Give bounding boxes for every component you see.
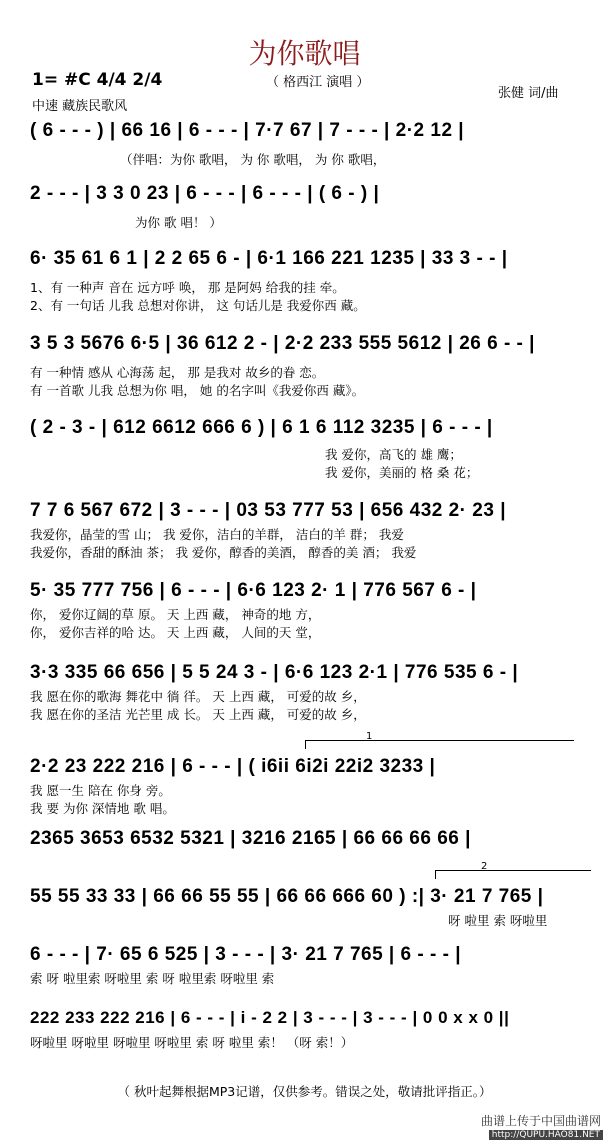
notation-line: 3 5 3 5676 6·5 | 36 612 2 - | 2·2 233 555 5612 | 26 6 - - |: [30, 333, 535, 354]
song-title: 为你歌唱: [248, 37, 361, 70]
score-system: [30, 861, 590, 928]
volta-number: 1: [366, 731, 373, 742]
watermark-text: 曲谱上传于中国曲谱网: [480, 1114, 601, 1128]
volta-number: 2: [481, 861, 488, 872]
key-meter: 1= #C 4/4 2/4: [32, 70, 163, 90]
notation-line: 2365 3653 6532 5321 | 3216 2165 | 66 66 66 66 |: [30, 828, 471, 849]
notation-line: ( 6 - - - ) | 66 16 | 6 - - - | 7·7 67 | 7 - - - | 2·2 12 |: [30, 120, 465, 141]
performer: （ 格西江 演唱 ）: [266, 75, 370, 90]
score-system: [30, 417, 590, 480]
lyric-line: 我 愿在你的圣洁 光芒里 成 长。 天 上西 藏， 可爱的故 乡，: [30, 707, 366, 722]
notation-line: 3·3 335 66 656 | 5 5 24 3 - | 6·6 123 2·1 | 776 535 6 - |: [30, 662, 519, 683]
lyric-line: 我 爱你，美丽的 格 桑 花；: [325, 465, 479, 480]
lyric-line: 我 愿一生 陪在 你身 旁。: [30, 783, 171, 798]
composer: 张健 词/曲: [498, 86, 559, 101]
lyric-line: 我爱你，香甜的酥油 茶； 我 爱你，醇香的美酒， 醇香的美 酒； 我爱: [30, 545, 417, 560]
score-system: [30, 183, 590, 230]
tempo-style: 中速 藏族民歌风: [32, 99, 128, 114]
lyric-line: 为你 歌 唱！ ）: [135, 215, 222, 230]
lyric-line: 有 一首歌 儿我 总想为你 唱， 她 的名字叫《我爱你西 藏》。: [30, 383, 365, 398]
lyric-line: 索 呀 啦里索 呀啦里 索 呀 啦里索 呀啦里 索: [30, 971, 275, 986]
footer-note: （ 秋叶起舞根据MP3记谱，仅供参考。错误之处，敬请批评指正。）: [117, 1084, 492, 1099]
score-system: [30, 731, 590, 816]
notation-line: 2·2 23 222 216 | 6 - - - | ( i6ii 6i2i 22i2 3233 |: [30, 756, 436, 777]
score-system: [30, 1008, 590, 1050]
score-system: [30, 248, 590, 313]
lyric-line: 我 爱你，高飞的 雄 鹰；: [325, 447, 462, 462]
score-system: [30, 580, 590, 640]
lyric-line: 呀 啦里 索 呀啦里: [448, 913, 548, 928]
lyric-line: 我 要 为你 深情地 歌 唱。: [30, 801, 175, 816]
notation-line: 222 233 222 216 | 6 - - - | i - 2 2 | 3 - - - | 3 - - - | 0 0 x x 0 ||: [30, 1008, 510, 1027]
lyric-line: 1、有 一种声 音在 远方呼 唤， 那 是阿妈 给我的挂 牵。: [30, 280, 345, 295]
volta-bracket: [435, 861, 591, 879]
score-system: [30, 333, 590, 398]
lyric-line: 你， 爱你吉祥的哈 达。 天 上西 藏， 人间的天 堂，: [30, 625, 321, 640]
notation-line: 55 55 33 33 | 66 66 55 55 | 66 66 666 60 ) :| 3· 21 7 765 |: [30, 886, 544, 907]
notation-line: 6· 35 61 6 1 | 2 2 65 6 - | 6·1 166 221 1235 | 33 3 - - |: [30, 248, 508, 269]
lyric-line: 你， 爱你辽阔的草 原。 天 上西 藏， 神奇的地 方，: [30, 607, 321, 622]
watermark-url: http://QUPU.HAO81.NET: [489, 1130, 603, 1140]
notation-line: 7 7 6 567 672 | 3 - - - | 03 53 777 53 | 656 432 2· 23 |: [30, 500, 507, 521]
notation-line: ( 2 - 3 - | 612 6612 666 6 ) | 6 1 6 112 3235 | 6 - - - |: [30, 417, 493, 438]
score-system: [30, 120, 590, 167]
score-system: [30, 944, 590, 986]
score-system: [30, 662, 590, 722]
notation-line: 6 - - - | 7· 65 6 525 | 3 - - - | 3· 21 7 765 | 6 - - - |: [30, 944, 462, 965]
lyric-line: 2、有 一句话 儿我 总想对你讲， 这 句话儿是 我爱你西 藏。: [30, 298, 366, 313]
notation-line: 5· 35 777 756 | 6 - - - | 6·6 123 2· 1 | 776 567 6 - |: [30, 580, 477, 601]
lyric-line: 呀啦里 呀啦里 呀啦里 呀啦里 索 呀 啦里 索！ （呀 索！）: [30, 1035, 354, 1050]
notation-line: 2 - - - | 3 3 0 23 | 6 - - - | 6 - - - | ( 6 - ) |: [30, 183, 380, 204]
volta-bracket: [305, 731, 574, 749]
lyric-line: （伴唱：为你 歌唱， 为 你 歌唱， 为 你 歌唱，: [120, 152, 386, 167]
lyric-line: 我爱你，晶莹的雪 山； 我 爱你，洁白的羊群， 洁白的羊 群； 我爱: [30, 527, 404, 542]
score-system: [30, 500, 590, 560]
lyric-line: 有 一种情 感从 心海荡 起， 那 是我对 故乡的眷 恋。: [30, 365, 325, 380]
score-system: [30, 828, 590, 850]
lyric-line: 我 愿在你的歌海 舞花中 徜 徉。 天 上西 藏， 可爱的故 乡，: [30, 689, 366, 704]
